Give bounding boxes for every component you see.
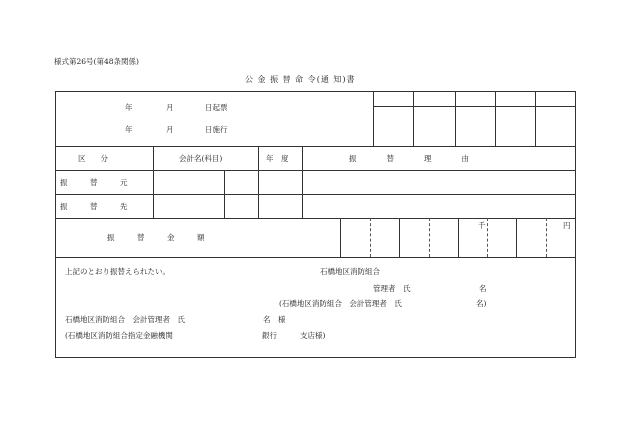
org-name: 石橋地区消防組合 — [320, 267, 380, 276]
stamp-row-divider — [373, 106, 576, 107]
stamp-col-3 — [455, 91, 456, 146]
accounting-manager-paren: (石橋地区消防組合 会計管理者 氏 — [279, 299, 402, 308]
manager-title: 管理者 氏 — [373, 284, 411, 293]
branch-label: 支店様) — [300, 331, 326, 340]
account-col-divider — [258, 146, 259, 218]
digit-divider-7 — [546, 218, 547, 257]
date-1-month: 月 — [166, 103, 174, 112]
header-category: 区 分 — [78, 154, 108, 163]
digit-divider-2 — [399, 218, 400, 257]
digit-divider-3 — [429, 218, 430, 257]
bank-label: 銀行 — [262, 331, 277, 340]
row-transfer-to: 振 替 先 — [60, 202, 128, 211]
accounting-manager-paren-suffix: 名) — [476, 299, 487, 308]
form-number: 様式第26号(第48条関係) — [54, 57, 139, 66]
row-transfer-from: 振 替 元 — [60, 178, 128, 187]
request-text: 上記のとおり振替えられたい。 — [65, 267, 170, 276]
addressee: 石橋地区消防組合 会計管理者 氏 — [65, 315, 185, 324]
date-1-year: 年 — [125, 103, 133, 112]
table-left-border — [55, 91, 56, 358]
from-row-bottom — [55, 194, 576, 195]
table-top-border — [55, 91, 576, 92]
date-2-month: 月 — [166, 125, 174, 134]
stamp-col-2 — [413, 91, 414, 146]
digit-divider-4 — [458, 218, 459, 257]
date-2-suffix: 日施行 — [205, 125, 228, 134]
header-row-bottom — [55, 170, 576, 171]
addressee-suffix: 名 様 — [263, 315, 286, 324]
digit-divider-1 — [370, 218, 371, 257]
amount-label-divider — [340, 218, 341, 257]
to-row-bottom — [55, 218, 576, 219]
header-reason: 振 替 理 由 — [349, 154, 469, 163]
amount-label: 振 替 金 額 — [107, 233, 205, 242]
table-bottom-border — [55, 357, 576, 358]
header-account: 会計名(科目) — [179, 154, 223, 163]
date-1-suffix: 日起票 — [205, 103, 228, 112]
table-right-border — [575, 91, 576, 358]
amount-row-bottom — [55, 257, 576, 258]
year-col-divider — [302, 146, 303, 218]
stamp-col-1 — [373, 91, 374, 146]
unit-thousand: 千 — [478, 221, 486, 230]
stamp-col-5 — [535, 91, 536, 146]
digit-divider-5 — [487, 218, 488, 257]
digit-divider-6 — [516, 218, 517, 257]
date-2-year: 年 — [125, 125, 133, 134]
stamp-col-4 — [495, 91, 496, 146]
category-col-divider — [153, 146, 154, 218]
header-fiscal-year: 年 度 — [266, 154, 289, 163]
account-sub-divider — [224, 170, 225, 218]
form-title: 公 金 振 替 命 令(通 知)書 — [245, 75, 356, 84]
header-row-top — [55, 146, 576, 147]
manager-name-suffix: 名 — [479, 284, 487, 293]
unit-yen: 円 — [563, 221, 571, 230]
bank-prefix: (石橋地区消防組合指定金融機関 — [65, 331, 173, 340]
